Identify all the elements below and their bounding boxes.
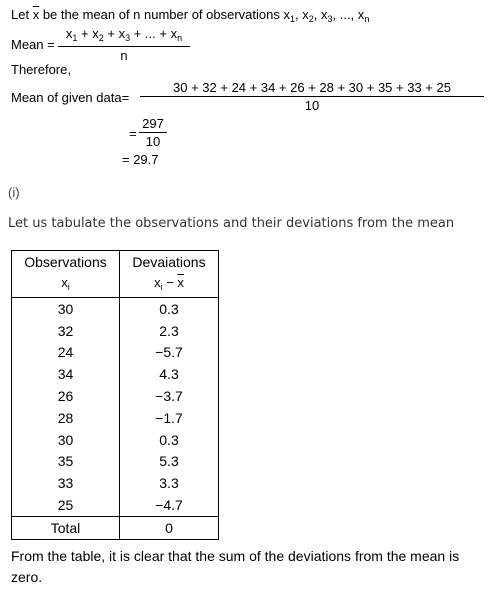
- deviation-cell: −3.7: [120, 385, 219, 407]
- sum-denominator: 10: [145, 134, 161, 149]
- sum-fraction: [139, 117, 167, 149]
- subheader-xi-minus-xbar: $x_i - \overline{x}$: [120, 273, 219, 298]
- deviation-cell: 4.3: [120, 363, 219, 385]
- mean-formula-denominator: n: [120, 48, 128, 63]
- mean-result: = 29.7: [122, 152, 159, 167]
- observation-cell: 30: [12, 429, 120, 451]
- header-observations: Observations: [12, 251, 120, 274]
- observation-cell: 24: [12, 342, 120, 364]
- let-prefix: Let: [11, 7, 30, 22]
- fraction-bar: [58, 46, 190, 47]
- table-row: [12, 320, 219, 342]
- sum-numerator: 297: [142, 116, 164, 131]
- table-row: [12, 407, 219, 429]
- table-row: [12, 363, 219, 385]
- observation-cell: 33: [12, 472, 120, 494]
- table-total-row: [12, 516, 219, 539]
- deviation-cell: −5.7: [120, 342, 219, 364]
- deviation-cell: 2.3: [120, 320, 219, 342]
- table-intro-text: Let us tabulate the observations and their deviations from the mean: [8, 216, 455, 231]
- observation-cell: 28: [12, 407, 120, 429]
- given-data-label: Mean of given data=: [11, 90, 130, 105]
- deviation-cell: 0.3: [120, 298, 219, 320]
- observation-cell: 30: [12, 298, 120, 320]
- x-bar-symbol: $\overline{x}$: [32, 7, 40, 22]
- total-value: 0: [120, 516, 219, 539]
- given-data-denominator: 10: [304, 98, 320, 113]
- table-row: [12, 451, 219, 473]
- observations-list: $x_1$, $x_2$, $x_3$, ..., $x_n$: [283, 7, 370, 24]
- given-data-fraction: [140, 81, 484, 113]
- header-deviations: Devaiations: [120, 251, 219, 274]
- deviation-cell: 3.3: [120, 472, 219, 494]
- deviation-cell: 5.3: [120, 451, 219, 473]
- therefore-text: Therefore,: [11, 62, 71, 77]
- table-row: [12, 342, 219, 364]
- given-data-numerator: 30 + 32 + 24 + 34 + 26 + 28 + 30 + 35 + 33 + 25: [173, 80, 451, 95]
- table-row: [12, 385, 219, 407]
- table-row: [12, 429, 219, 451]
- observation-cell: 35: [12, 451, 120, 473]
- total-label: Total: [12, 516, 120, 539]
- observation-cell: 26: [12, 385, 120, 407]
- observation-cell: 34: [12, 363, 120, 385]
- deviation-cell: −1.7: [120, 407, 219, 429]
- mean-label: Mean =: [11, 37, 55, 52]
- deviation-cell: −4.7: [120, 494, 219, 516]
- mean-formula-fraction: [58, 27, 190, 63]
- table-subheader-row: [12, 273, 219, 298]
- observation-cell: 25: [12, 494, 120, 516]
- table-row: [12, 298, 219, 320]
- observations-table: [11, 250, 219, 540]
- intro-line-mean-definition: [11, 7, 369, 24]
- deviation-cell: 0.3: [120, 429, 219, 451]
- section-label: (i): [8, 185, 20, 200]
- equals-sign: =: [129, 126, 137, 141]
- fraction-bar: [139, 132, 167, 133]
- conclusion-text: From the table, it is clear that the sum of the deviations from the mean is zero.: [11, 548, 460, 585]
- observation-cell: 32: [12, 320, 120, 342]
- subheader-xi: $x_i$: [12, 273, 120, 298]
- fraction-bar: [140, 96, 484, 97]
- table-header-row: [12, 251, 219, 274]
- let-suffix: be the mean of n number of observations: [42, 7, 280, 22]
- table-row: [12, 494, 219, 516]
- mean-formula-numerator: $x_1 + x_2 + x_3$ + ... + $x_n$: [65, 26, 183, 43]
- table-row: [12, 472, 219, 494]
